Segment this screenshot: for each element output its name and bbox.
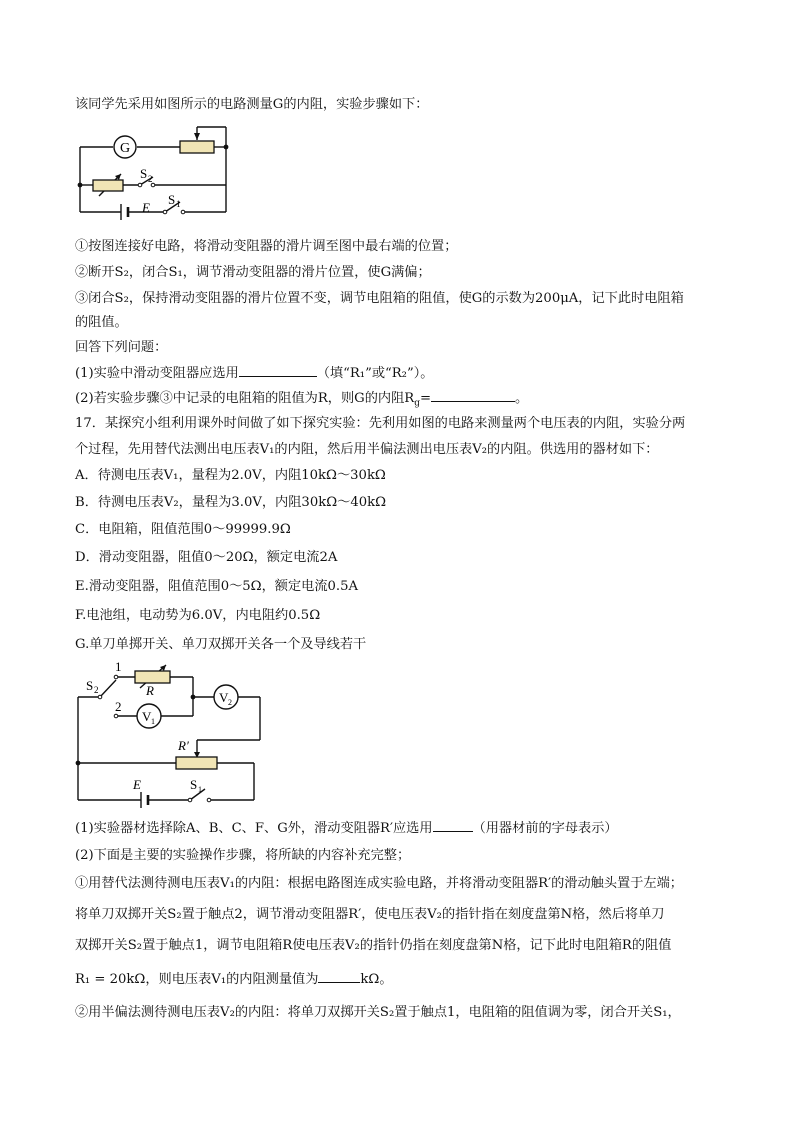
contact-1-label: 1	[115, 659, 122, 674]
step-1: ①按图连接好电路，将滑动变阻器的滑片调至图中最右端的位置；	[75, 239, 458, 254]
item-e: E.滑动变阻器，阻值范围0～5Ω，额定电流0.5A	[75, 579, 359, 594]
svg-text:1: 1	[176, 199, 181, 209]
question-17-2: (2)下面是主要的实验操作步骤，将所缺的内容补充完整；	[75, 848, 411, 863]
step-3-cont: 的阻值。	[75, 315, 128, 330]
voltmeter-v2-label: V	[219, 690, 229, 705]
step-replace-3: 双掷开关S₂置于触点1，调节电阻箱R使电压表V₂的指针仍指在刻度盘第N格，记下此时电阻箱R的阻值	[75, 938, 672, 953]
question-17-1: (1)实验器材选择除A、B、C、F、G外，滑动变阻器R′应选用 （用器材前的字母表示）	[75, 818, 618, 838]
question-1: (1)实验中滑动变阻器应选用 （填“R₁”或“R₂”）。	[75, 363, 434, 383]
switch-s1-label: S	[190, 777, 198, 792]
contact-2-label: 2	[115, 699, 122, 714]
item-d: D．滑动变阻器，阻值0～20Ω，额定电流2A	[75, 550, 338, 565]
answer-prompt: 回答下列问题：	[75, 340, 168, 355]
svg-text:2: 2	[148, 174, 153, 184]
galvanometer-label: G	[120, 141, 131, 156]
problem-17-line-2: 个过程，先用替代法测出电压表V₁的内阻，然后用半偏法测出电压表V₂的内阻。供选用的器材如下：	[75, 442, 659, 457]
voltmeter-v1-label: V	[142, 709, 152, 724]
problem-17-line-1: 17．某探究小组利用课外时间做了如下探究实验：先利用如图的电路来测量两个电压表的内阻，实验分两	[75, 416, 686, 431]
svg-text:1: 1	[151, 717, 155, 726]
svg-text:2: 2	[228, 698, 232, 707]
resistor-box-label: R	[146, 683, 154, 698]
question-2: (2)若实验步骤③中记录的电阻箱的阻值为R，则G的内阻$R_g=$ 。	[75, 388, 528, 413]
step-2: ②断开S₂，闭合S₁，调节滑动变阻器的滑片位置，使G满偏；	[75, 265, 431, 280]
switch-s2-label: S	[86, 678, 94, 693]
intro-text: 该同学先采用如图所示的电路测量G的内阻，实验步骤如下：	[75, 97, 429, 112]
answer-blank[interactable]	[318, 969, 360, 983]
battery-label: E	[142, 200, 150, 215]
step-3: ③闭合S₂，保持滑动变阻器的滑片位置不变，调节电阻箱的阻值，使G的示数为200μA，记下此时电阻箱	[75, 291, 684, 306]
item-b: B．待测电压表V₂，量程为3.0V，内阻30kΩ～40kΩ	[75, 495, 387, 510]
step-half-deflection: ②用半偏法测待测电压表V₂的内阻：将单刀双掷开关S₂置于触点1，电阻箱的阻值调为零，闭合开关S₁，	[75, 1005, 681, 1020]
battery-label: E	[133, 777, 141, 792]
step-replace-1: ①用替代法测待测电压表V₁的内阻：根据电路图连成实验电路，并将滑动变阻器R′的滑动触头置于左端；	[75, 876, 683, 891]
step-replace-2: 将单刀双掷开关S₂置于触点2，调节滑动变阻器R′，使电压表V₂的指针指在刻度盘第N格，然后将单刀	[75, 907, 665, 922]
svg-text:1: 1	[198, 785, 202, 794]
item-g: G.单刀单掷开关、单刀双掷开关各一个及导线若干	[75, 637, 367, 652]
item-f: F.电池组，电动势为6.0V，内电阻约0.5Ω	[75, 608, 321, 623]
item-a: A．待测电压表V₁，量程为2.0V，内阻10kΩ～30kΩ	[75, 468, 386, 483]
rheostat-label: R′	[178, 738, 189, 753]
switch-s1-label: S	[168, 192, 176, 207]
item-c: C．电阻箱，阻值范围0～99999.9Ω	[75, 522, 291, 537]
answer-blank[interactable]	[433, 818, 473, 832]
svg-text:2: 2	[94, 685, 99, 695]
step-replace-4: R₁ = 20kΩ，则电压表V₁的内阻测量值为 kΩ。	[75, 969, 393, 989]
switch-s2-label: S	[140, 166, 148, 181]
